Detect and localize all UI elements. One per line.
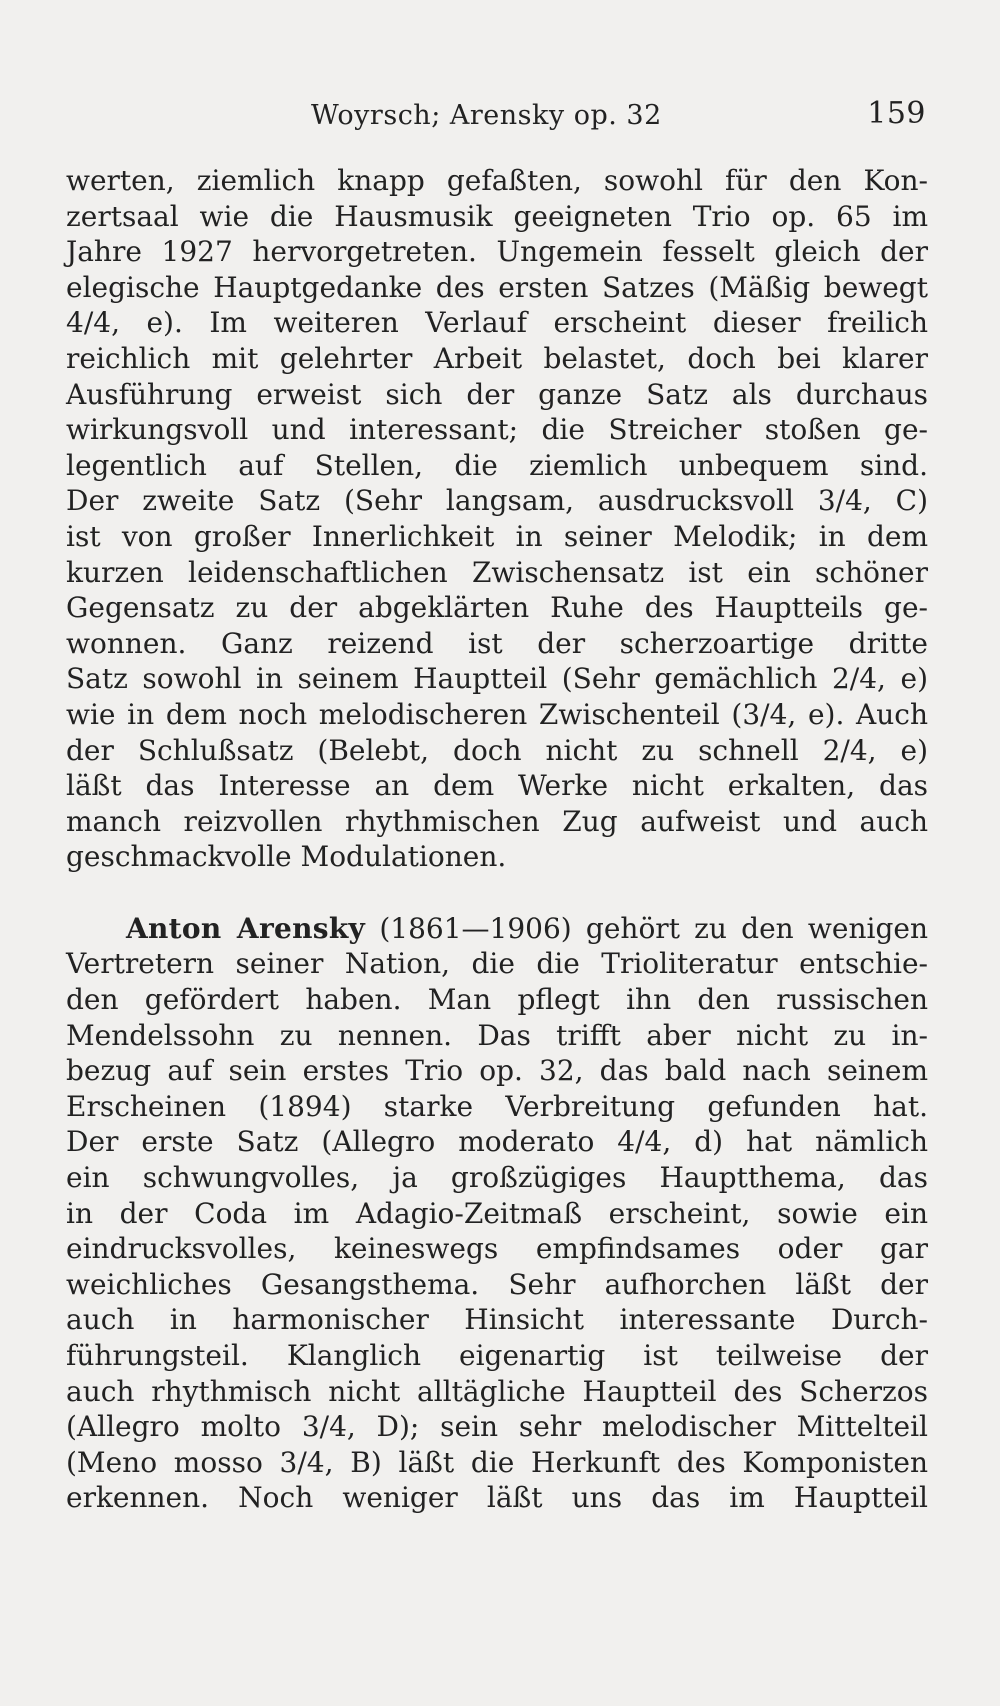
text-line: werten, ziemlich knapp gefaßten, sowohl für den Kon- — [66, 164, 928, 197]
text-line — [66, 911, 928, 947]
text-line: wie in dem noch melodischeren Zwischenteil (3/4, e). Auch — [66, 697, 928, 731]
text-line: auch in harmonischer Hinsicht interessante Durch- — [66, 1303, 928, 1337]
composer-name: Anton Arensky — [126, 911, 366, 945]
text-line: zertsaal wie die Hausmusik geeigneten Trio op. 65 im — [66, 199, 928, 233]
text-line: (Meno mosso 3/4, B) läßt die Herkunft des Komponisten — [66, 1445, 928, 1479]
paragraph-trio-op-65 — [66, 163, 928, 875]
text-line: (Allegro molto 3/4, D); sein sehr melodischer Mittelteil — [66, 1410, 928, 1444]
text-line: elegische Hauptgedanke des ersten Satzes (Mäßig bewegt — [66, 270, 928, 304]
text-line: 4/4, e). Im weiteren Verlauf erscheint dieser freilich — [66, 306, 928, 340]
text-line: Vertretern seiner Nation, die die Trioliteratur entschie- — [66, 947, 928, 981]
paragraph-gap — [66, 875, 928, 911]
text-line: geschmackvolle Modulationen. — [66, 840, 507, 874]
paragraph-arensky — [66, 911, 928, 1516]
text-line: wirkungsvoll und interessant; die Streicher stoßen ge- — [66, 413, 928, 447]
running-head-title: Woyrsch; Arensky op. 32 — [311, 100, 662, 131]
text-line: eindrucksvolles, keineswegs empfindsames oder gar — [66, 1232, 928, 1266]
text-line: führungsteil. Klanglich eigenartig ist teilweise der — [66, 1339, 928, 1372]
text-line: in der Coda im Adagio-Zeitmaß erscheint, sowie ein — [66, 1196, 928, 1230]
text-line: Gegensatz zu der abgeklärten Ruhe des Hauptteils ge- — [66, 591, 928, 625]
text-line: Satz sowohl in seinem Hauptteil (Sehr gemächlich 2/4, e) — [66, 662, 928, 696]
body-text — [66, 163, 928, 1516]
text-line: den gefördert haben. Man pflegt ihn den russischen — [66, 983, 928, 1017]
text-line: erkennen. Noch weniger läßt uns das im Hauptteil — [66, 1481, 928, 1515]
text-line: Ausführung erweist sich der ganze Satz als durchaus — [66, 377, 928, 411]
text-line: Jahre 1927 hervorgetreten. Ungemein fesselt gleich der — [66, 235, 928, 269]
text-line: weichliches Gesangsthema. Sehr aufhorchen läßt der — [66, 1267, 928, 1301]
text-line: manch reizvollen rhythmischen Zug aufweist und auch — [66, 804, 928, 838]
text-line: legentlich auf Stellen, die ziemlich unbequem sind. — [66, 448, 928, 482]
text-line: ein schwungvolles, ja großzügiges Hauptthema, das — [66, 1161, 928, 1195]
text-line: der Schlußsatz (Belebt, doch nicht zu schnell 2/4, e) — [66, 733, 928, 767]
text-line: läßt das Interesse an dem Werke nicht erkalten, das — [66, 769, 928, 803]
text-line: Mendelssohn zu nennen. Das trifft aber nicht zu in- — [66, 1018, 928, 1052]
text-run: (1861—1906) gehört zu den wenigen — [365, 911, 928, 945]
text-line: ist von großer Innerlichkeit in seiner Melodik; in dem — [66, 519, 928, 553]
text-line: Der erste Satz (Allegro moderato 4/4, d) hat nämlich — [66, 1125, 928, 1159]
text-line: auch rhythmisch nicht alltägliche Hauptteil des Scherzos — [66, 1374, 928, 1408]
text-line: bezug auf sein erstes Trio op. 32, das bald nach seinem — [66, 1054, 928, 1088]
text-line: reichlich mit gelehrter Arbeit belastet, doch bei klarer — [66, 341, 928, 375]
text-line: Erscheinen (1894) starke Verbreitung gefunden hat. — [66, 1089, 928, 1123]
text-line: kurzen leidenschaftlichen Zwischensatz ist ein schöner — [66, 555, 928, 589]
running-head — [66, 96, 928, 136]
text-line: Der zweite Satz (Sehr langsam, ausdrucksvoll 3/4, C) — [66, 484, 928, 518]
text-line: wonnen. Ganz reizend ist der scherzoartige dritte — [66, 626, 928, 660]
page-number: 159 — [867, 96, 926, 131]
